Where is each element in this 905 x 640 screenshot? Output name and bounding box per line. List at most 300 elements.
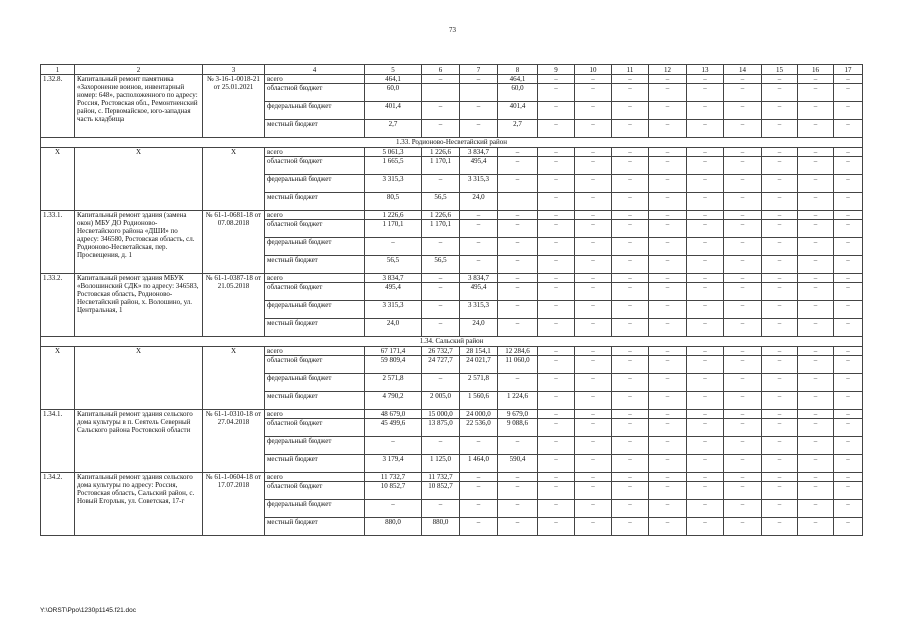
empty-cell: – [538,211,575,220]
empty-cell: – [834,356,863,374]
amount-cell: 24 021,7 [460,356,498,374]
empty-cell: – [612,120,649,138]
empty-cell: – [687,157,724,175]
empty-cell: – [575,175,612,193]
amount-cell: – [498,319,538,337]
empty-cell: – [649,120,687,138]
empty-cell: – [575,193,612,211]
empty-cell: – [724,482,762,500]
empty-cell: – [649,419,687,437]
column-number: 16 [798,65,834,75]
table-row [41,347,863,356]
empty-cell: – [649,256,687,274]
empty-cell: – [798,102,834,120]
budget-source: федеральный бюджет [265,437,365,455]
empty-cell: – [612,419,649,437]
empty-cell: – [834,238,863,256]
amount-cell: – [422,102,460,120]
empty-cell: – [798,157,834,175]
empty-cell: – [762,410,798,419]
amount-cell: – [460,500,498,518]
amount-cell: 10 852,7 [422,482,460,500]
empty-cell: – [575,319,612,337]
empty-cell: – [834,274,863,283]
item-number: 1.33.1. [41,211,75,274]
budget-source: федеральный бюджет [265,175,365,193]
amount-cell: 26 732,7 [422,347,460,356]
amount-cell: – [498,482,538,500]
empty-cell: – [798,148,834,157]
empty-cell: – [834,473,863,482]
empty-cell: – [575,392,612,410]
empty-cell: – [798,211,834,220]
amount-cell: 11 732,7 [365,473,422,482]
empty-cell: – [575,500,612,518]
empty-cell: – [724,120,762,138]
empty-cell: – [612,482,649,500]
object-name: Капитальный ремонт памятника «Захоронение воинов, инвентарный номер: 648», расположенного по адресу: Россия, Ростовская обл., Ремонтненский район, с. Первомайское, юго-западная часть кладбища [75,75,203,138]
amount-cell: 24,0 [365,319,422,337]
page-number: 73 [449,26,456,34]
budget-source: федеральный бюджет [265,102,365,120]
amount-cell: 3 834,7 [460,274,498,283]
empty-cell: – [762,347,798,356]
empty-cell: – [687,392,724,410]
amount-cell: 1 170,1 [422,220,460,238]
amount-cell: 24 727,7 [422,356,460,374]
empty-cell: – [612,455,649,473]
item-number: 1.32.8. [41,75,75,138]
empty-cell: – [575,283,612,301]
empty-cell: – [834,75,863,84]
amount-cell: 24,0 [460,193,498,211]
amount-cell: 590,4 [498,455,538,473]
empty-cell: – [687,473,724,482]
empty-cell: – [834,102,863,120]
amount-cell: 11 732,7 [422,473,460,482]
empty-cell: – [687,193,724,211]
empty-cell: – [575,220,612,238]
amount-cell: – [422,274,460,283]
amount-cell: 495,4 [460,157,498,175]
amount-cell: 2 005,0 [422,392,460,410]
empty-cell: – [649,437,687,455]
empty-cell: – [762,175,798,193]
budget-source: областной бюджет [265,84,365,102]
section-row [41,138,863,148]
empty-cell: – [834,148,863,157]
empty-cell: – [649,283,687,301]
empty-cell: – [834,482,863,500]
empty-cell: – [724,211,762,220]
empty-cell: – [575,437,612,455]
budget-source: всего [265,473,365,482]
empty-cell: – [798,75,834,84]
empty-cell: – [762,148,798,157]
empty-cell: – [798,482,834,500]
empty-cell: – [762,102,798,120]
amount-cell: – [498,211,538,220]
object-name: Х [75,148,203,211]
amount-cell: – [422,301,460,319]
empty-cell: – [612,301,649,319]
empty-cell: – [798,220,834,238]
column-number: 4 [265,65,365,75]
empty-cell: – [798,518,834,536]
empty-cell: – [687,518,724,536]
empty-cell: – [649,175,687,193]
empty-cell: – [724,256,762,274]
budget-source: местный бюджет [265,455,365,473]
empty-cell: – [724,301,762,319]
empty-cell: – [538,410,575,419]
empty-cell: – [649,392,687,410]
amount-cell: 464,1 [498,75,538,84]
amount-cell: – [365,238,422,256]
empty-cell: – [687,347,724,356]
empty-cell: – [798,410,834,419]
empty-cell: – [834,193,863,211]
empty-cell: – [575,211,612,220]
empty-cell: – [575,256,612,274]
empty-cell: – [762,84,798,102]
budget-source: областной бюджет [265,482,365,500]
empty-cell: – [538,120,575,138]
amount-cell: 15 000,0 [422,410,460,419]
empty-cell: – [538,220,575,238]
empty-cell: – [538,193,575,211]
amount-cell: – [460,75,498,84]
section-title: 1.34. Сальский район [41,337,863,347]
empty-cell: – [649,211,687,220]
empty-cell: – [798,283,834,301]
amount-cell: 48 679,0 [365,410,422,419]
empty-cell: – [687,283,724,301]
empty-cell: – [687,84,724,102]
column-number: 8 [498,65,538,75]
amount-cell: 11 060,0 [498,356,538,374]
column-number: 15 [762,65,798,75]
amount-cell: 880,0 [422,518,460,536]
amount-cell: 1 226,6 [365,211,422,220]
empty-cell: – [762,238,798,256]
document-reference: Х [203,347,265,410]
empty-cell: – [538,274,575,283]
empty-cell: – [612,283,649,301]
empty-cell: – [724,392,762,410]
object-name: Капитальный ремонт здания сельского дома культуры по адресу: Россия, Ростовская область, Сальский район, с. Новый Егорлык, ул. Советская, 17-г [75,473,203,536]
amount-cell: – [460,238,498,256]
amount-cell: – [422,437,460,455]
empty-cell: – [798,419,834,437]
empty-cell: – [612,175,649,193]
empty-cell: – [575,102,612,120]
amount-cell: 56,5 [365,256,422,274]
amount-cell: – [460,102,498,120]
amount-cell: 1 170,1 [422,157,460,175]
empty-cell: – [612,211,649,220]
empty-cell: – [612,238,649,256]
empty-cell: – [575,75,612,84]
amount-cell: 45 499,6 [365,419,422,437]
empty-cell: – [687,175,724,193]
amount-cell: 3 315,3 [365,175,422,193]
empty-cell: – [724,157,762,175]
amount-cell: 495,4 [365,283,422,301]
empty-cell: – [724,518,762,536]
empty-cell: – [538,84,575,102]
item-number: Х [41,148,75,211]
empty-cell: – [649,500,687,518]
empty-cell: – [538,175,575,193]
amount-cell: 1 170,1 [365,220,422,238]
empty-cell: – [538,356,575,374]
empty-cell: – [762,518,798,536]
amount-cell: 401,4 [498,102,538,120]
empty-cell: – [612,193,649,211]
file-path: Y:\ORST\Ppo\1230p1145.f21.doc [40,607,137,614]
document-reference: № 61-1-0604-18 от 17.07.2018 [203,473,265,536]
empty-cell: – [612,157,649,175]
empty-cell: – [724,220,762,238]
amount-cell: – [422,75,460,84]
budget-source: всего [265,75,365,84]
empty-cell: – [612,437,649,455]
budget-source: областной бюджет [265,283,365,301]
empty-cell: – [687,75,724,84]
amount-cell: – [422,283,460,301]
amount-cell: – [422,120,460,138]
empty-cell: – [687,410,724,419]
empty-cell: – [834,220,863,238]
section-row [41,337,863,347]
financing-table [40,64,863,536]
empty-cell: – [612,347,649,356]
budget-source: областной бюджет [265,419,365,437]
column-number: 17 [834,65,863,75]
empty-cell: – [798,193,834,211]
empty-cell: – [762,419,798,437]
amount-cell: 401,4 [365,102,422,120]
budget-source: федеральный бюджет [265,238,365,256]
amount-cell: 495,4 [460,283,498,301]
empty-cell: – [538,75,575,84]
empty-cell: – [798,120,834,138]
empty-cell: – [612,84,649,102]
amount-cell: 13 875,0 [422,419,460,437]
budget-source: всего [265,274,365,283]
empty-cell: – [798,500,834,518]
empty-cell: – [612,319,649,337]
amount-cell: 3 834,7 [365,274,422,283]
empty-cell: – [687,455,724,473]
empty-cell: – [575,455,612,473]
empty-cell: – [649,518,687,536]
empty-cell: – [834,419,863,437]
amount-cell: – [498,374,538,392]
object-name: Х [75,347,203,410]
budget-source: областной бюджет [265,157,365,175]
empty-cell: – [687,211,724,220]
document-reference: Х [203,148,265,211]
empty-cell: – [649,410,687,419]
budget-source: местный бюджет [265,518,365,536]
amount-cell [422,84,460,102]
budget-source: всего [265,347,365,356]
empty-cell: – [612,392,649,410]
amount-cell: – [365,500,422,518]
amount-cell: 60,0 [365,84,422,102]
empty-cell: – [649,148,687,157]
empty-cell: – [724,283,762,301]
empty-cell: – [612,500,649,518]
empty-cell: – [538,455,575,473]
empty-cell: – [762,356,798,374]
empty-cell: – [649,102,687,120]
empty-cell: – [762,374,798,392]
empty-cell: – [724,455,762,473]
budget-source: местный бюджет [265,319,365,337]
empty-cell: – [724,437,762,455]
empty-cell: – [612,220,649,238]
amount-cell: – [498,473,538,482]
column-number: 10 [575,65,612,75]
amount-cell: – [498,157,538,175]
amount-cell: 880,0 [365,518,422,536]
column-number: 9 [538,65,575,75]
amount-cell: 2,7 [365,120,422,138]
empty-cell: – [834,347,863,356]
empty-cell: – [575,374,612,392]
column-number: 12 [649,65,687,75]
empty-cell: – [538,482,575,500]
empty-cell: – [762,500,798,518]
empty-cell: – [798,356,834,374]
empty-cell: – [834,120,863,138]
empty-cell: – [834,256,863,274]
empty-cell: – [724,75,762,84]
empty-cell: – [834,283,863,301]
empty-cell: – [575,356,612,374]
amount-cell: – [498,256,538,274]
empty-cell: – [538,419,575,437]
empty-cell: – [724,274,762,283]
empty-cell: – [649,157,687,175]
empty-cell: – [612,374,649,392]
amount-cell: 1 224,6 [498,392,538,410]
document-reference: № 3-16-1-0018-21 от 25.01.2021 [203,75,265,138]
empty-cell: – [575,347,612,356]
empty-cell: – [798,319,834,337]
document-reference: № 61-1-0310-18 от 27.04.2018 [203,410,265,473]
empty-cell: – [575,238,612,256]
empty-cell: – [649,75,687,84]
column-number: 7 [460,65,498,75]
empty-cell: – [575,419,612,437]
amount-cell: – [422,238,460,256]
empty-cell: – [538,500,575,518]
empty-cell: – [724,319,762,337]
empty-cell: – [687,419,724,437]
object-name: Капитальный ремонт здания (замена окон) МБУ ДО Родионово-Несветайского района «ДШИ» по адресу: 346580, Ростовская область, сл. Родионово-Несветайская, пер. Просвещения, д. 1 [75,211,203,274]
item-number: Х [41,347,75,410]
empty-cell: – [538,148,575,157]
amount-cell: – [460,211,498,220]
amount-cell: 3 834,7 [460,148,498,157]
empty-cell: – [762,157,798,175]
object-name: Капитальный ремонт здания МБУК «Волошинский СДК» по адресу: 346583, Ростовская область, Родионово-Несветайский район, х. Волошино, ул. Центральная, 1 [75,274,203,337]
empty-cell: – [834,374,863,392]
table-row [41,211,863,220]
empty-cell: – [538,374,575,392]
empty-cell: – [575,518,612,536]
column-number-row [41,65,863,75]
empty-cell: – [762,301,798,319]
amount-cell: – [498,437,538,455]
amount-cell: 56,5 [422,256,460,274]
item-number: 1.34.2. [41,473,75,536]
empty-cell: – [538,256,575,274]
amount-cell: – [422,500,460,518]
table-body [41,65,863,536]
amount-cell: 3 179,4 [365,455,422,473]
amount-cell: 1 125,0 [422,455,460,473]
empty-cell: – [612,75,649,84]
budget-source: всего [265,410,365,419]
empty-cell: – [687,301,724,319]
empty-cell: – [687,120,724,138]
empty-cell: – [649,84,687,102]
empty-cell: – [724,410,762,419]
empty-cell: – [538,473,575,482]
amount-cell: 24 000,0 [460,410,498,419]
empty-cell: – [762,473,798,482]
amount-cell: 3 315,3 [365,301,422,319]
column-number: 14 [724,65,762,75]
amount-cell: – [460,437,498,455]
empty-cell: – [724,356,762,374]
amount-cell: 1 464,0 [460,455,498,473]
empty-cell: – [834,518,863,536]
empty-cell: – [687,500,724,518]
empty-cell: – [724,238,762,256]
document-reference: № 61-1-0387-18 от 21.05.2018 [203,274,265,337]
empty-cell: – [687,220,724,238]
empty-cell: – [834,157,863,175]
empty-cell: – [612,410,649,419]
empty-cell: – [612,274,649,283]
empty-cell: – [612,473,649,482]
empty-cell: – [687,319,724,337]
empty-cell: – [538,102,575,120]
empty-cell: – [798,437,834,455]
amount-cell: – [422,374,460,392]
empty-cell: – [575,274,612,283]
empty-cell: – [612,148,649,157]
amount-cell: 24,0 [460,319,498,337]
empty-cell: – [724,374,762,392]
empty-cell: – [834,175,863,193]
empty-cell: – [762,256,798,274]
empty-cell: – [762,220,798,238]
empty-cell: – [724,193,762,211]
amount-cell: 1 226,6 [422,211,460,220]
amount-cell: 1 665,5 [365,157,422,175]
amount-cell: 5 061,3 [365,148,422,157]
amount-cell: – [365,437,422,455]
amount-cell: 10 852,7 [365,482,422,500]
empty-cell: – [575,148,612,157]
